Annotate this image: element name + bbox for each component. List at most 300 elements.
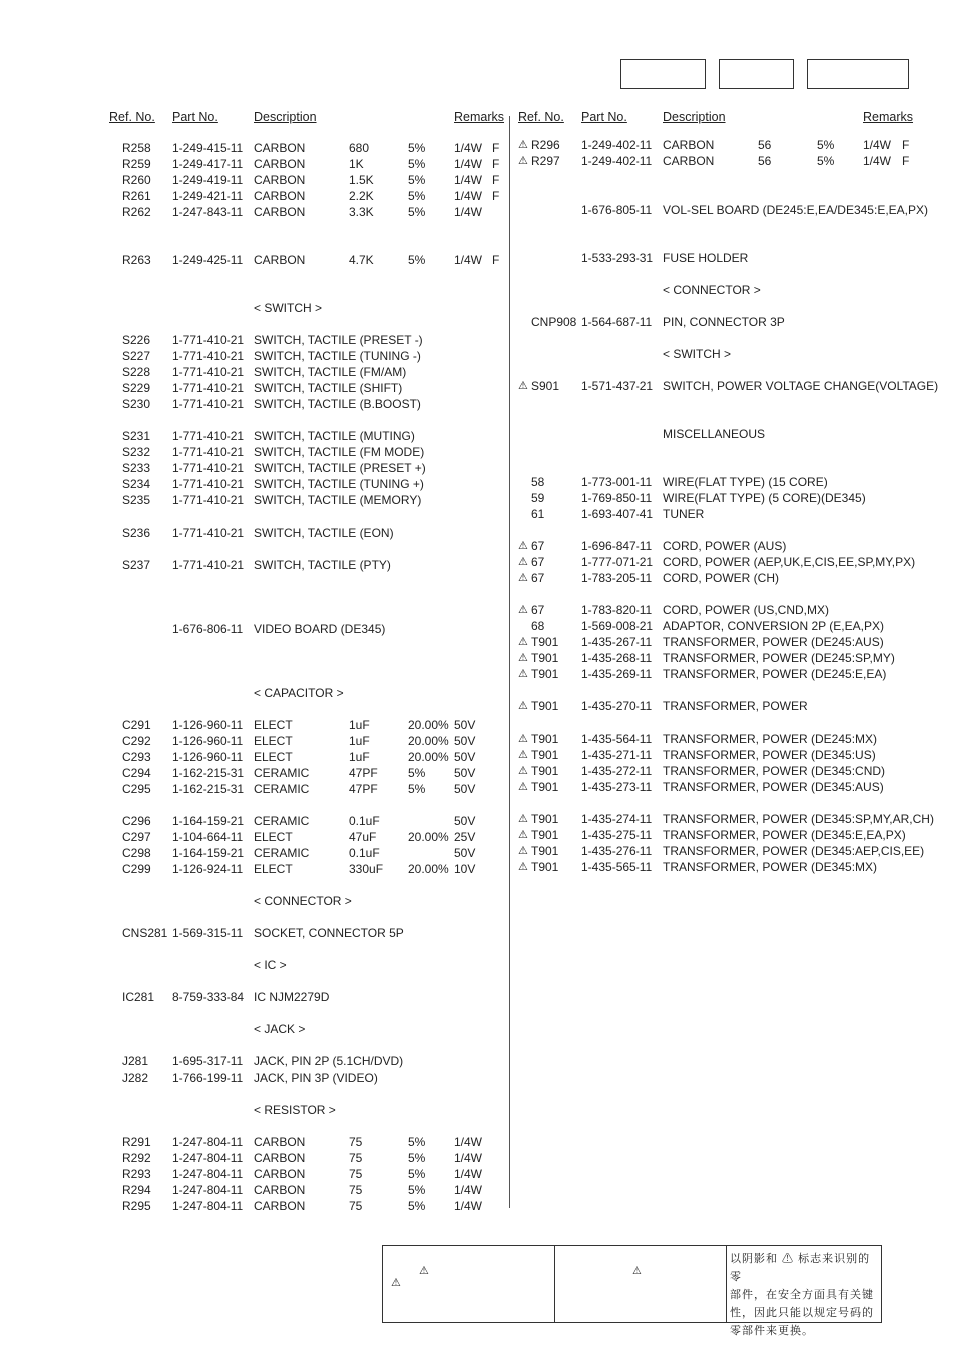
warning-triangle-icon: ⚠ <box>391 1277 401 1289</box>
part-no: 1-777-071-21 <box>581 555 654 569</box>
description: CORD, POWER (AUS) <box>663 539 787 553</box>
description: ADAPTOR, CONVERSION 2P (E,EA,PX) <box>663 619 884 633</box>
ref-no: R296 <box>531 138 560 152</box>
ref-no: R291 <box>122 1135 151 1149</box>
ref-no: R261 <box>122 189 151 203</box>
ref-no: T901 <box>531 699 559 713</box>
description: CARBON <box>254 1199 306 1213</box>
ref-no: S232 <box>122 445 151 459</box>
tolerance: 5% <box>408 253 426 267</box>
safety-note-chinese <box>730 1250 880 1340</box>
ref-no: 68 <box>531 619 545 633</box>
description: TRANSFORMER, POWER (DE345:MX) <box>663 860 878 874</box>
warning-triangle-icon: ⚠ <box>518 668 528 680</box>
safety-note-line: 性，因此只能以规定号码的 <box>730 1307 874 1319</box>
safety-note-line: 部件，在安全方面具有关键 <box>730 1289 874 1301</box>
part-no: 1-249-415-11 <box>172 141 244 155</box>
part-no: 1-126-960-11 <box>172 750 244 764</box>
ref-no: S227 <box>122 349 151 363</box>
remark-flag: F <box>492 157 500 171</box>
value: 0.1uF <box>349 846 380 860</box>
tolerance: 5% <box>408 1183 426 1197</box>
ref-no: 67 <box>531 603 545 617</box>
ref-no: CNS281 <box>122 926 168 940</box>
part-no: 1-773-001-11 <box>581 475 653 489</box>
ref-no: C299 <box>122 862 151 876</box>
ref-no: R262 <box>122 205 151 219</box>
value: 1uF <box>349 718 370 732</box>
part-no: 1-435-273-11 <box>581 780 653 794</box>
description: SWITCH, POWER VOLTAGE CHANGE(VOLTAGE) <box>663 379 939 393</box>
part-no: 1-696-847-11 <box>581 539 653 553</box>
part-no: 1-247-804-11 <box>172 1151 244 1165</box>
part-no: 1-771-410-21 <box>172 429 245 443</box>
rating: 10V <box>454 862 476 876</box>
description: SWITCH, TACTILE (FM/AM) <box>254 365 407 379</box>
value: 75 <box>349 1167 363 1181</box>
description: ELECT <box>254 734 293 748</box>
part-no: 8-759-333-84 <box>172 990 245 1004</box>
ref-no: R295 <box>122 1199 151 1213</box>
ref-no: T901 <box>531 844 559 858</box>
part-no: 1-247-804-11 <box>172 1167 244 1181</box>
description: IC NJM2279D <box>254 990 330 1004</box>
ref-no: S230 <box>122 397 151 411</box>
rating: 1/4W <box>454 1135 483 1149</box>
ref-no: S226 <box>122 333 151 347</box>
part-no: 1-771-410-21 <box>172 461 245 475</box>
description: TRANSFORMER, POWER (DE245:MX) <box>663 732 878 746</box>
ref-no: T901 <box>531 635 559 649</box>
description: CERAMIC <box>254 782 310 796</box>
part-no: 1-771-410-21 <box>172 526 245 540</box>
rating: 1/4W <box>454 157 483 171</box>
ref-no: 67 <box>531 555 545 569</box>
ref-no: T901 <box>531 764 559 778</box>
description: < RESISTOR > <box>254 1103 336 1117</box>
ref-no: C298 <box>122 846 151 860</box>
rating: 1/4W <box>454 1183 483 1197</box>
rating: 1/4W <box>863 154 892 168</box>
part-no: 1-435-271-11 <box>581 748 653 762</box>
warning-triangle-icon: ⚠ <box>518 733 528 745</box>
warning-triangle-icon: ⚠ <box>632 1265 642 1277</box>
header-box-1 <box>620 59 706 89</box>
warning-triangle-icon: ⚠ <box>518 556 528 568</box>
rating: 50V <box>454 750 476 764</box>
tolerance: 5% <box>817 138 835 152</box>
part-no: 1-247-804-11 <box>172 1199 244 1213</box>
part-no: 1-435-565-11 <box>581 860 653 874</box>
part-no: 1-771-410-21 <box>172 493 245 507</box>
safety-note-line: 零部件来更换。 <box>730 1325 814 1337</box>
right-header-remarks: Remarks <box>863 110 914 124</box>
description: CARBON <box>254 1135 306 1149</box>
tolerance: 20.00% <box>408 750 449 764</box>
left-header-ref: Ref. No. <box>109 110 155 124</box>
tolerance: 5% <box>408 173 426 187</box>
ref-no: S228 <box>122 365 151 379</box>
part-no: 1-435-275-11 <box>581 828 653 842</box>
part-no: 1-435-276-11 <box>581 844 653 858</box>
description: TRANSFORMER, POWER (DE345:US) <box>663 748 876 762</box>
warning-triangle-icon: ⚠ <box>518 781 528 793</box>
part-no: 1-533-293-31 <box>581 251 654 265</box>
description: ELECT <box>254 830 293 844</box>
left-header-remarks: Remarks <box>454 110 505 124</box>
rating: 50V <box>454 782 476 796</box>
ref-no: T901 <box>531 828 559 842</box>
description: VIDEO BOARD (DE345) <box>254 622 386 636</box>
description: CARBON <box>254 1183 306 1197</box>
part-no: 1-771-410-21 <box>172 333 245 347</box>
part-no: 1-771-410-21 <box>172 349 245 363</box>
rating: 1/4W <box>454 141 483 155</box>
ref-no: R294 <box>122 1183 151 1197</box>
value: 1uF <box>349 750 370 764</box>
description: TRANSFORMER, POWER (DE245:AUS) <box>663 635 884 649</box>
warning-triangle-icon: ⚠ <box>518 700 528 712</box>
part-no: 1-771-410-21 <box>172 381 245 395</box>
warning-triangle-icon: ⚠ <box>518 813 528 825</box>
safety-note-line: 以阴影和 ⚠ 标志来识别的零 <box>730 1253 871 1283</box>
description: TRANSFORMER, POWER (DE345:CND) <box>663 764 886 778</box>
part-no: 1-771-410-21 <box>172 445 245 459</box>
left-header-desc: Description <box>254 110 317 124</box>
part-no: 1-771-410-21 <box>172 477 245 491</box>
warning-triangle-icon: ⚠ <box>518 829 528 841</box>
description: < CONNECTOR > <box>663 283 761 297</box>
rating: 50V <box>454 766 476 780</box>
description: SWITCH, TACTILE (PRESET +) <box>254 461 426 475</box>
ref-no: R292 <box>122 1151 151 1165</box>
warning-triangle-icon: ⚠ <box>419 1265 429 1277</box>
ref-no: CNP908 <box>531 315 577 329</box>
remark-flag: F <box>902 138 910 152</box>
description: CARBON <box>254 205 306 219</box>
warning-triangle-icon: ⚠ <box>518 380 528 392</box>
ref-no: T901 <box>531 748 559 762</box>
remark-flag: F <box>492 189 500 203</box>
description: TRANSFORMER, POWER (DE245:SP,MY) <box>663 651 895 665</box>
description: CORD, POWER (CH) <box>663 571 779 585</box>
value: 56 <box>758 154 772 168</box>
left-header-part: Part No. <box>172 110 218 124</box>
safety-note-divider <box>726 1246 727 1322</box>
description: ELECT <box>254 862 293 876</box>
description: < SWITCH > <box>663 347 732 361</box>
description: < CAPACITOR > <box>254 686 344 700</box>
rating: 1/4W <box>454 189 483 203</box>
warning-triangle-icon: ⚠ <box>518 139 528 151</box>
part-no: 1-435-564-11 <box>581 732 653 746</box>
description: TRANSFORMER, POWER (DE345:AEP,CIS,EE) <box>663 844 925 858</box>
description: TRANSFORMER, POWER (DE345:AUS) <box>663 780 884 794</box>
remark-flag: F <box>492 253 500 267</box>
part-no: 1-247-804-11 <box>172 1135 244 1149</box>
part-no: 1-435-270-11 <box>581 699 653 713</box>
description: CORD, POWER (AEP,UK,E,CIS,EE,SP,MY,PX) <box>663 555 916 569</box>
part-no: 1-695-317-11 <box>172 1054 244 1068</box>
tolerance: 5% <box>408 1199 426 1213</box>
description: CARBON <box>254 189 306 203</box>
part-no: 1-164-159-21 <box>172 846 245 860</box>
rating: 1/4W <box>454 1167 483 1181</box>
ref-no: R297 <box>531 154 560 168</box>
description: CORD, POWER (US,CND,MX) <box>663 603 829 617</box>
warning-triangle-icon: ⚠ <box>518 861 528 873</box>
warning-triangle-icon: ⚠ <box>518 765 528 777</box>
warning-triangle-icon: ⚠ <box>518 155 528 167</box>
ref-no: T901 <box>531 860 559 874</box>
value: 75 <box>349 1151 363 1165</box>
rating: 1/4W <box>454 253 483 267</box>
description: SOCKET, CONNECTOR 5P <box>254 926 404 940</box>
description: CERAMIC <box>254 766 310 780</box>
rating: 50V <box>454 718 476 732</box>
description: SWITCH, TACTILE (EON) <box>254 526 394 540</box>
safety-note-box <box>382 1245 882 1337</box>
part-no: 1-126-960-11 <box>172 734 244 748</box>
part-no: 1-771-410-21 <box>172 558 245 572</box>
part-no: 1-249-417-11 <box>172 157 244 171</box>
tolerance: 5% <box>408 141 426 155</box>
value: 75 <box>349 1135 363 1149</box>
value: 1K <box>349 157 364 171</box>
ref-no: R293 <box>122 1167 151 1181</box>
part-no: 1-126-924-11 <box>172 862 244 876</box>
part-no: 1-104-664-11 <box>172 830 244 844</box>
tolerance: 20.00% <box>408 718 449 732</box>
tolerance: 5% <box>408 782 426 796</box>
ref-no: T901 <box>531 812 559 826</box>
ref-no: T901 <box>531 780 559 794</box>
ref-no: 67 <box>531 571 545 585</box>
part-no: 1-126-960-11 <box>172 718 244 732</box>
description: SWITCH, TACTILE (MEMORY) <box>254 493 422 507</box>
description: < JACK > <box>254 1022 306 1036</box>
tolerance: 5% <box>408 766 426 780</box>
part-no: 1-249-419-11 <box>172 173 244 187</box>
part-no: 1-247-804-11 <box>172 1183 244 1197</box>
ref-no: R259 <box>122 157 151 171</box>
tolerance: 20.00% <box>408 734 449 748</box>
part-no: 1-435-267-11 <box>581 635 653 649</box>
tolerance: 5% <box>408 1151 426 1165</box>
warning-triangle-icon: ⚠ <box>518 845 528 857</box>
ref-no: C294 <box>122 766 151 780</box>
description: WIRE(FLAT TYPE) (15 CORE) <box>663 475 828 489</box>
remark-flag: F <box>492 141 500 155</box>
description: JACK, PIN 2P (5.1CH/DVD) <box>254 1054 404 1068</box>
ref-no: T901 <box>531 667 559 681</box>
warning-triangle-icon: ⚠ <box>518 636 528 648</box>
ref-no: S901 <box>531 379 560 393</box>
tolerance: 20.00% <box>408 862 449 876</box>
description: TRANSFORMER, POWER <box>663 699 808 713</box>
description: CARBON <box>254 1151 306 1165</box>
part-no: 1-435-272-11 <box>581 764 653 778</box>
part-no: 1-249-402-11 <box>581 154 653 168</box>
description: SWITCH, TACTILE (PRESET -) <box>254 333 423 347</box>
ref-no: S229 <box>122 381 151 395</box>
description: SWITCH, TACTILE (MUTING) <box>254 429 415 443</box>
rating: 1/4W <box>454 1151 483 1165</box>
tolerance: 5% <box>408 1135 426 1149</box>
value: 0.1uF <box>349 814 380 828</box>
right-header-part: Part No. <box>581 110 627 124</box>
description: SWITCH, TACTILE (TUNING -) <box>254 349 421 363</box>
description: PIN, CONNECTOR 3P <box>663 315 785 329</box>
part-no: 1-435-274-11 <box>581 812 653 826</box>
tolerance: 5% <box>408 157 426 171</box>
ref-no: C295 <box>122 782 151 796</box>
value: 1.5K <box>349 173 374 187</box>
value: 1uF <box>349 734 370 748</box>
value: 2.2K <box>349 189 374 203</box>
rating: 25V <box>454 830 476 844</box>
warning-triangle-icon: ⚠ <box>518 604 528 616</box>
ref-no: C292 <box>122 734 151 748</box>
part-no: 1-771-410-21 <box>172 365 245 379</box>
ref-no: S234 <box>122 477 151 491</box>
value: 47PF <box>349 766 378 780</box>
description: TRANSFORMER, POWER (DE345:E,EA,PX) <box>663 828 906 842</box>
description: < IC > <box>254 958 287 972</box>
value: 75 <box>349 1183 363 1197</box>
ref-no: S236 <box>122 526 151 540</box>
description: VOL-SEL BOARD (DE245:E,EA/DE345:E,EA,PX) <box>663 203 928 217</box>
remark-flag: F <box>492 173 500 187</box>
part-no: 1-164-159-21 <box>172 814 245 828</box>
part-no: 1-249-425-11 <box>172 253 244 267</box>
part-no: 1-435-268-11 <box>581 651 653 665</box>
part-no: 1-676-806-11 <box>172 622 244 636</box>
description: ELECT <box>254 718 293 732</box>
tolerance: 5% <box>408 189 426 203</box>
description: ELECT <box>254 750 293 764</box>
description: TRANSFORMER, POWER (DE245:E,EA) <box>663 667 887 681</box>
value: 47uF <box>349 830 377 844</box>
description: < CONNECTOR > <box>254 894 352 908</box>
part-no: 1-571-437-21 <box>581 379 654 393</box>
value: 330uF <box>349 862 384 876</box>
warning-triangle-icon: ⚠ <box>518 652 528 664</box>
rating: 1/4W <box>863 138 892 152</box>
tolerance: 20.00% <box>408 830 449 844</box>
description: CARBON <box>254 141 306 155</box>
description: CERAMIC <box>254 846 310 860</box>
description: MISCELLANEOUS <box>663 427 766 441</box>
warning-triangle-icon: ⚠ <box>518 540 528 552</box>
description: TRANSFORMER, POWER (DE345:SP,MY,AR,CH) <box>663 812 934 826</box>
tolerance: 5% <box>408 1167 426 1181</box>
warning-triangle-icon: ⚠ <box>518 749 528 761</box>
part-no: 1-249-402-11 <box>581 138 653 152</box>
ref-no: R260 <box>122 173 151 187</box>
ref-no: T901 <box>531 651 559 665</box>
ref-no: 59 <box>531 491 545 505</box>
safety-note-divider <box>554 1246 555 1322</box>
ref-no: J281 <box>122 1054 149 1068</box>
description: FUSE HOLDER <box>663 251 749 265</box>
ref-no: R258 <box>122 141 151 155</box>
part-no: 1-693-407-41 <box>581 507 654 521</box>
ref-no: 58 <box>531 475 545 489</box>
part-no: 1-162-215-31 <box>172 782 245 796</box>
rating: 50V <box>454 734 476 748</box>
description: < SWITCH > <box>254 301 323 315</box>
rating: 50V <box>454 846 476 860</box>
ref-no: T901 <box>531 732 559 746</box>
right-header-desc: Description <box>663 110 726 124</box>
rating: 1/4W <box>454 205 483 219</box>
rating: 1/4W <box>454 1199 483 1213</box>
ref-no: S235 <box>122 493 151 507</box>
part-no: 1-249-421-11 <box>172 189 244 203</box>
description: TUNER <box>663 507 705 521</box>
description: SWITCH, TACTILE (SHIFT) <box>254 381 403 395</box>
part-no: 1-569-315-11 <box>172 926 244 940</box>
ref-no: IC281 <box>122 990 155 1004</box>
rating: 1/4W <box>454 173 483 187</box>
part-no: 1-783-205-11 <box>581 571 653 585</box>
rating: 50V <box>454 814 476 828</box>
description: SWITCH, TACTILE (TUNING +) <box>254 477 424 491</box>
part-no: 1-676-805-11 <box>581 203 653 217</box>
description: CARBON <box>254 253 306 267</box>
ref-no: C297 <box>122 830 151 844</box>
description: WIRE(FLAT TYPE) (5 CORE)(DE345) <box>663 491 866 505</box>
ref-no: S233 <box>122 461 151 475</box>
warning-triangle-icon: ⚠ <box>518 572 528 584</box>
ref-no: C296 <box>122 814 151 828</box>
part-no: 1-783-820-11 <box>581 603 653 617</box>
ref-no: J282 <box>122 1071 149 1085</box>
value: 4.7K <box>349 253 374 267</box>
description: CARBON <box>254 157 306 171</box>
value: 75 <box>349 1199 363 1213</box>
right-header-ref: Ref. No. <box>518 110 564 124</box>
description: CARBON <box>663 138 715 152</box>
value: 3.3K <box>349 205 374 219</box>
part-no: 1-564-687-11 <box>581 315 653 329</box>
part-no: 1-766-199-11 <box>172 1071 244 1085</box>
remark-flag: F <box>902 154 910 168</box>
header-box-3 <box>807 59 909 89</box>
description: CERAMIC <box>254 814 310 828</box>
ref-no: 61 <box>531 507 545 521</box>
tolerance: 5% <box>408 205 426 219</box>
part-no: 1-247-843-11 <box>172 205 244 219</box>
part-no: 1-569-008-21 <box>581 619 654 633</box>
description: SWITCH, TACTILE (FM MODE) <box>254 445 425 459</box>
ref-no: C291 <box>122 718 151 732</box>
ref-no: S237 <box>122 558 151 572</box>
part-no: 1-162-215-31 <box>172 766 245 780</box>
header-box-2 <box>719 59 794 89</box>
ref-no: 67 <box>531 539 545 553</box>
description: SWITCH, TACTILE (PTY) <box>254 558 391 572</box>
part-no: 1-769-850-11 <box>581 491 653 505</box>
description: CARBON <box>663 154 715 168</box>
description: CARBON <box>254 1167 306 1181</box>
value: 680 <box>349 141 370 155</box>
part-no: 1-771-410-21 <box>172 397 245 411</box>
description: SWITCH, TACTILE (B.BOOST) <box>254 397 421 411</box>
description: JACK, PIN 3P (VIDEO) <box>254 1071 378 1085</box>
part-no: 1-435-269-11 <box>581 667 653 681</box>
